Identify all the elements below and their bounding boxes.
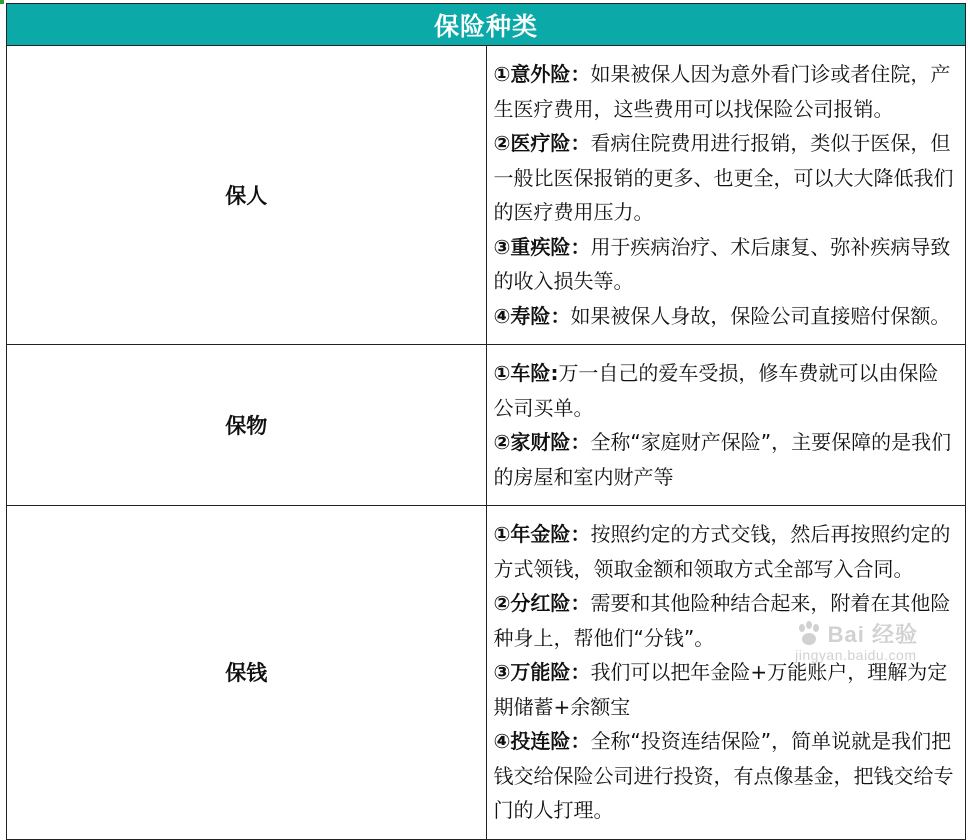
list-item: [494, 299, 958, 334]
item-text: 看病住院费用进行报销，类似于医保，但一般比医保报销的更多、也更全，可以大大降低我们的医疗费用压力。: [493, 131, 954, 224]
description-cell: [486, 345, 966, 506]
paw-icon: [794, 619, 824, 649]
item-separator: ：: [570, 522, 591, 546]
list-item: [494, 425, 958, 494]
table-header-row: [7, 4, 966, 46]
corner-mark: [0, 0, 4, 4]
item-title: ③万能险: [493, 660, 571, 684]
list-item: [494, 230, 958, 299]
category-cell: 保人: [7, 46, 487, 345]
watermark-logo: [794, 618, 918, 649]
item-title: ①车险: [493, 361, 551, 385]
item-text: 如果被保人因为意外看门诊或者住院，产生医疗费用，这些费用可以找保险公司报销。: [493, 62, 951, 121]
item-text: 按照约定的方式交钱，然后再按照约定的方式领钱，领取金额和领取方式全部写入合同。: [493, 522, 951, 581]
item-separator: ：: [570, 729, 591, 753]
item-title: ②分红险: [493, 591, 571, 615]
item-title: ④投连险: [493, 729, 571, 753]
item-text: 如果被保人身故，保险公司直接赔付保额。: [570, 303, 951, 328]
item-text: 全称“投资连结保险”，简单说就是我们把钱交给保险公司进行投资，有点像基金，把钱交给专门的人打理。: [493, 729, 954, 822]
item-separator: ：: [570, 430, 591, 454]
item-title: ④寿险: [493, 303, 551, 328]
item-separator: ：: [570, 62, 591, 86]
list-item: [494, 356, 958, 425]
list-item: [494, 724, 958, 828]
table-row: [7, 46, 966, 345]
table-row: [7, 506, 966, 840]
item-separator: :: [550, 361, 559, 385]
item-separator: ：: [570, 591, 591, 615]
item-title: ①年金险: [493, 522, 571, 546]
item-title: ②家财险: [493, 430, 571, 454]
item-title: ①意外险: [493, 62, 571, 86]
item-separator: ：: [570, 660, 591, 684]
item-separator: ：: [570, 131, 591, 155]
watermark-brand: Bai 经验: [827, 622, 918, 647]
description-cell: [486, 506, 966, 840]
list-item: [494, 517, 958, 586]
table-row: [7, 345, 966, 506]
category-cell: 保物: [7, 345, 487, 506]
insurance-types-table: [6, 3, 966, 840]
category-cell: 保钱: [7, 506, 487, 840]
item-separator: ：: [570, 234, 591, 259]
item-text: 需要和其他险种结合起来，附着在其他险种身上，帮他们“分钱”。: [493, 591, 951, 650]
item-title: ③重疾险: [493, 234, 571, 259]
list-item: [494, 655, 958, 724]
description-cell: [486, 46, 966, 345]
item-text: 我们可以把年金险+万能账户，理解为定期储蓄+余额宝: [493, 660, 948, 719]
item-separator: ：: [550, 303, 571, 328]
item-text: 万一自己的爱车受损，修车费就可以由保险公司买单。: [493, 361, 939, 420]
watermark: [794, 618, 918, 663]
table-title: 保险种类: [7, 4, 966, 46]
item-title: ②医疗险: [493, 131, 571, 155]
item-text: 用于疾病治疗、术后康复、弥补疾病导致的收入损失等。: [493, 234, 951, 293]
watermark-url: jingyan.baidu.com: [795, 647, 917, 663]
list-item: [494, 126, 958, 230]
list-item: [494, 57, 958, 126]
item-text: 全称“家庭财产保险”，主要保障的是我们的房屋和室内财产等: [493, 430, 952, 489]
